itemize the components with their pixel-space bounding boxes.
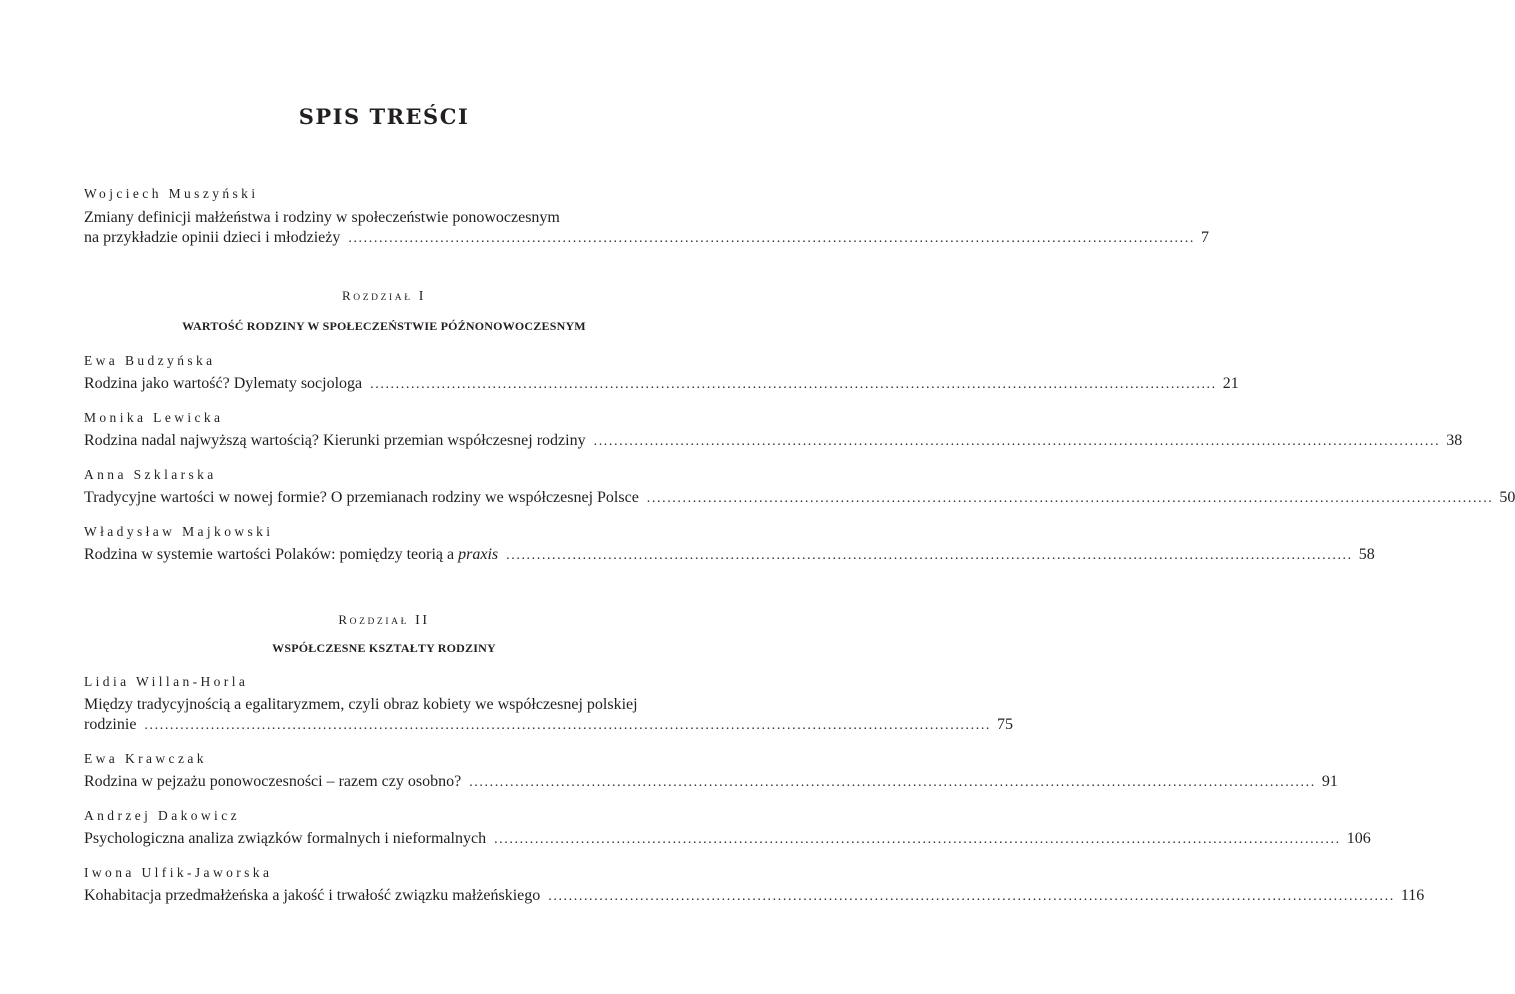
chapter-label-rest: OZDZIAŁ: [353, 293, 413, 303]
page-number: 116: [1400, 887, 1425, 904]
page-number: 106: [1346, 830, 1371, 847]
entry-title: Rodzina nadal najwyższą wartością? Kierunki przemian współczesnej rodziny: [84, 432, 586, 449]
dot-leader: ......................................................................................................................................................................: [144, 718, 992, 733]
entry-author: Ewa Budzyńska: [84, 353, 216, 368]
chapter-label: [0, 612, 768, 629]
chapter-label-rest: OZDZIAŁ: [349, 617, 409, 627]
entry-title: Psychologiczna analiza związków formalnych i nieformalnych: [84, 830, 487, 847]
entry-line: [84, 228, 1209, 249]
toc-entry: [84, 524, 1375, 566]
entry-title-italic: praxis: [458, 546, 499, 563]
entry-author: Ewa Krawczak: [84, 751, 207, 766]
chapter-label-initial: R: [338, 612, 350, 627]
dot-leader: ......................................................................................................................................................................: [370, 377, 1217, 392]
toc-entry: [84, 467, 1515, 509]
chapter-number: II: [415, 613, 430, 628]
entry-title: rodzinie: [84, 716, 137, 733]
dot-leader: ......................................................................................................................................................................: [469, 775, 1316, 790]
entry-author: Władysław Majkowski: [84, 524, 274, 539]
entry-author: Iwona Ulfik-Jaworska: [84, 865, 273, 880]
toc-entry: [84, 865, 1425, 907]
chapter-title: WARTOŚĆ RODZINY W SPOŁECZEŃSTWIE PÓŹNONOWOCZESNYM: [182, 319, 586, 333]
entry-author: Wojciech Muszyński: [84, 186, 259, 201]
page-number: 50: [1499, 489, 1515, 506]
dot-leader: ......................................................................................................................................................................: [548, 889, 1395, 904]
entry-title-text: Rodzina w systemie wartości Polaków: pomiędzy teorią a: [84, 546, 455, 563]
page-number: 21: [1222, 375, 1239, 392]
entry-line: [84, 772, 1338, 793]
page-number: 7: [1200, 229, 1209, 246]
entry-line: [84, 545, 1375, 566]
chapter-label-initial: R: [341, 288, 354, 303]
entry-title: na przykładzie opinii dzieci i młodzieży: [84, 229, 341, 246]
toc-entry: [84, 751, 1338, 793]
page-number: 58: [1358, 546, 1375, 563]
entry-line: [84, 886, 1425, 907]
entry-title: Rodzina jako wartość? Dylematy socjologa: [84, 375, 363, 392]
chapter-title: WSPÓŁCZESNE KSZTAŁTY RODZINY: [272, 641, 496, 655]
chapter-number: I: [418, 289, 426, 304]
dot-leader: ......................................................................................................................................................................: [593, 434, 1441, 449]
page-number: 38: [1446, 432, 1463, 449]
entry-author: Lidia Willan-Horla: [84, 674, 249, 689]
entry-author: Andrzej Dakowicz: [84, 808, 240, 823]
entry-line: [84, 829, 1371, 850]
entry-author: Anna Szklarska: [84, 467, 217, 482]
dot-leader: ......................................................................................................................................................................: [646, 491, 1494, 506]
entry-title: Tradycyjne wartości w nowej formie? O przemianach rodziny we współczesnej Polsce: [84, 489, 639, 506]
page-number: 91: [1321, 773, 1338, 790]
page-title: SPIS TREŚCI: [298, 104, 470, 129]
entry-title: [84, 545, 498, 565]
entry-title: Kohabitacja przedmałżeńska a jakość i trwałość związku małżeńskiego: [84, 887, 541, 904]
toc-entry-intro: [84, 186, 1209, 249]
dot-leader: ......................................................................................................................................................................: [494, 832, 1341, 847]
entry-title: Rodzina w pejzażu ponowoczesności – razem czy osobno?: [84, 773, 462, 790]
toc-entry: [84, 674, 1014, 736]
entry-line: [84, 488, 1515, 509]
entry-title-line: Między tradycyjnością a egalitaryzmem, czyli obraz kobiety we współczesnej polskiej: [84, 696, 638, 713]
toc-entry: [84, 353, 1239, 395]
entry-line: [84, 715, 1014, 736]
entry-line: [84, 431, 1463, 452]
entry-author: Monika Lewicka: [84, 410, 224, 425]
toc-entry: [84, 410, 1463, 452]
dot-leader: ......................................................................................................................................................................: [506, 548, 1353, 563]
page-number: 75: [997, 716, 1014, 733]
chapter-label: [0, 288, 768, 305]
toc-entry: [84, 808, 1371, 850]
entry-line: [84, 374, 1239, 395]
entry-title-line: Zmiany definicji małżeństwa i rodziny w społeczeństwie ponowoczesnym: [84, 209, 560, 226]
dot-leader: ......................................................................................................................................................................: [348, 231, 1195, 246]
